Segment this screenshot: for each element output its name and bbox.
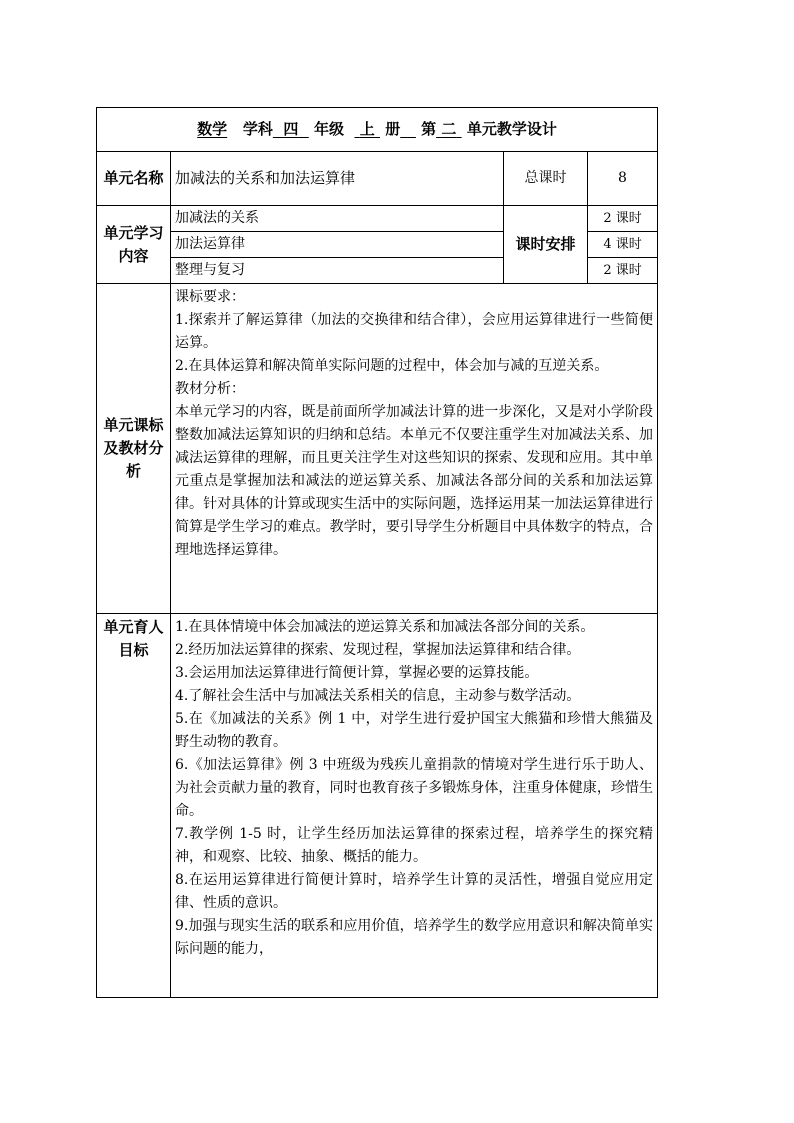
unit-design-table [96,107,658,998]
unit-content-label: 单元学习内容 [97,206,171,284]
goal-item: 2.经历加法运算律的探索、发现过程，掌握加法运算律和结合律。 [175,642,581,658]
standards-content [171,284,658,614]
goal-item: 9.加强与现实生活的联系和应用价值，培养学生的数学应用意识和解决简单实际问题的能力， [175,918,654,957]
goal-item: 1.在具体情境中体会加减法的逆运算关系和加减法各部分间的关系。 [175,619,595,635]
standards-paragraph: 2.在具体运算和解决简单实际问题的过程中，体会加与减的互逆关系。 [175,358,609,374]
unit-number: 二 [441,120,457,138]
goals-label: 单元育人目标 [97,614,171,998]
unit-name-row [97,152,658,206]
goal-item: 3.会运用加法运算律进行简便计算，掌握必要的运算技能。 [175,665,539,681]
unit-prefix: 第 [421,120,437,138]
goal-item: 5.在《加减法的关系》例 1 中，对学生进行爱护国宝大熊猫和珍惜大熊猫及野生动物的教育。 [175,711,654,750]
document-title [97,108,658,152]
schedule-label: 课时安排 [504,206,588,284]
subject-value: 数学 [197,120,228,138]
standards-label: 单元课标及教材分析 [97,284,171,614]
subject-suffix: 学科 [242,120,273,138]
unit-name-value: 加减法的关系和加法运算律 [171,152,504,206]
goal-item: 4.了解社会生活中与加减法关系相关的信息，主动参与数学活动。 [175,688,581,704]
volume-value: 上 [359,120,375,138]
content-item-hours: 4 课时 [588,232,658,258]
goals-row [97,614,658,998]
unit-name-label: 单元名称 [97,152,171,206]
volume-suffix: 册 [385,120,401,138]
title-row [97,108,658,152]
goal-item: 7.教学例 1-5 时，让学生经历加法运算律的探索过程，培养学生的探究精神，和观察、比较、抽象、概括的能力。 [175,826,654,865]
content-item-name: 加法运算律 [171,232,504,258]
standards-paragraph: 教材分析： [175,381,245,397]
content-item-hours: 2 课时 [588,258,658,284]
total-hours-value: 8 [588,152,658,206]
standards-paragraph: 课标要求： [175,289,245,305]
standards-paragraph: 本单元学习的内容，既是前面所学加减法计算的进一步深化，又是对小学阶段整数加减法运算知识的归纳和总结。本单元不仅要注重学生对加减法关系、加减法运算律的理解，而且更关注学生对这些知识的探索、发现和应用。其中单元重点是掌握加法和减法的逆运算关系、加减法各部分间的关系和加法运算律。针对具体的计算或现实生活中的实际问题，选择运用某一加法运算律进行简算是学生学习的难点。教学时，要引导学生分析题目中具体数字的特点，合理地选择运算律。 [175,404,654,558]
goal-item: 6.《加法运算律》例 3 中班级为残疾儿童捐款的情境对学生进行乐于助人、为社会贡献力量的教育，同时也教育孩子多锻炼身体，注重身体健康，珍惜生命。 [175,757,654,819]
content-item-name: 整理与复习 [171,258,504,284]
content-item-name: 加减法的关系 [171,206,504,232]
goals-content [171,614,658,998]
total-hours-label: 总课时 [504,152,588,206]
unit-suffix: 单元教学设计 [466,120,557,138]
unit-design-document [96,107,657,998]
goal-item: 8.在运用运算律进行简便计算时，培养学生计算的灵活性，增强自觉应用定律、性质的意识。 [175,872,654,911]
grade-suffix: 年级 [314,120,345,138]
standards-paragraph: 1.探索并了解运算律（加法的交换律和结合律），会应用运算律进行一些简便运算。 [175,312,654,351]
unit-content-row-1 [97,206,658,232]
grade-value: 四 [283,120,299,138]
standards-row [97,284,658,614]
content-item-hours: 2 课时 [588,206,658,232]
